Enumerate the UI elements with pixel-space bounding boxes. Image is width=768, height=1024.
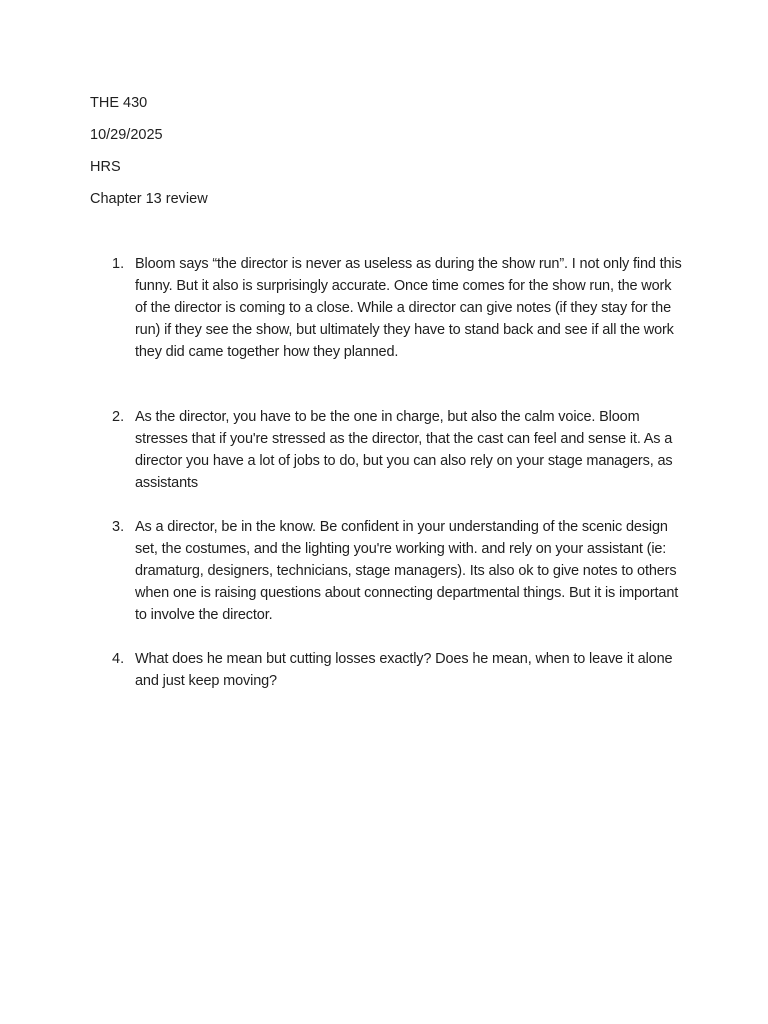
date-line: 10/29/2025	[90, 127, 163, 143]
list-item-number: 3.	[112, 519, 125, 535]
list-item-number: 1.	[112, 256, 125, 272]
list-item-number: 2.	[112, 409, 125, 425]
course-code: THE 430	[90, 95, 148, 111]
list-item-text: Bloom says “the director is never as useless as during the show run”. I not only find this funny. But it also is surprisingly accurate. Once time comes for the show run, the work of the director is coming to a close. While a director can give notes (if they stay for the run) if they see the show, but ultimately they have to stand back and see if all the work they did came together how they planned.	[135, 256, 682, 360]
list-item-text: What does he mean but cutting losses exactly? Does he mean, when to leave it alone and just keep moving?	[135, 651, 673, 689]
author-initials: HRS	[90, 159, 121, 175]
list-item-text: As the director, you have to be the one in charge, but also the calm voice. Bloom stresses that if you're stressed as the director, that the cast can feel and sense it. As a director you have a lot of jobs to do, but you can also rely on your stage managers, as assistants	[135, 409, 673, 491]
document-title: Chapter 13 review	[90, 191, 208, 207]
list-item-number: 4.	[112, 651, 125, 667]
list-item-text: As a director, be in the know. Be confident in your understanding of the scenic design set, the costumes, and the lighting you're working with. and rely on your assistant (ie: dramaturg, designers, technicians, stage managers). Its also ok to give notes to others when one is raising questions about connecting departmental things. But it is important to involve the director.	[135, 519, 679, 623]
